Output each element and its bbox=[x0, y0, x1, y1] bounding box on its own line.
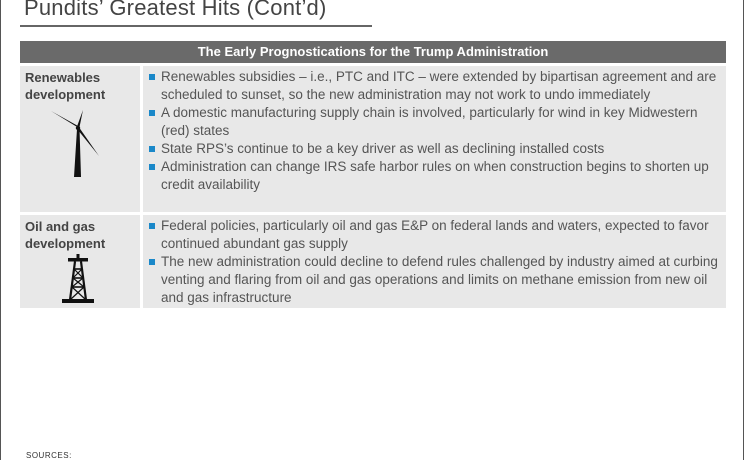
list-item: State RPS’s continue to be a key driver as well as declining installed costs bbox=[149, 140, 720, 158]
page-title: Pundits’ Greatest Hits (Cont’d) bbox=[24, 0, 327, 20]
table-row-oil-gas bbox=[20, 215, 726, 308]
bullet-square-icon bbox=[149, 74, 155, 80]
list-item: Renewables subsidies – i.e., PTC and ITC – were extended by bipartisan agreement and are scheduled to sunset, so the new administration may not work to undo immediately bbox=[149, 68, 720, 104]
title-underline bbox=[20, 25, 372, 27]
list-item: A domestic manufacturing supply chain is involved, particularly for wind in key Midwestern (red) states bbox=[149, 104, 720, 140]
oil-derrick-icon bbox=[62, 254, 94, 304]
slide-frame-left bbox=[0, 0, 1, 460]
sources-label: SOURCES: bbox=[26, 451, 72, 460]
row-label-cell bbox=[20, 66, 140, 212]
bullet-square-icon bbox=[149, 164, 155, 170]
list-item: Federal policies, particularly oil and gas E&P on federal lands and waters, expected to favor continued abundant gas supply bbox=[149, 217, 720, 253]
row-label-cell bbox=[20, 215, 140, 308]
bullet-list bbox=[143, 215, 726, 307]
row-label: Oil and gas development bbox=[25, 219, 106, 251]
bullet-square-icon bbox=[149, 110, 155, 116]
row-content-cell bbox=[143, 66, 726, 212]
table-header: The Early Prognostications for the Trump Administration bbox=[20, 41, 726, 63]
slide-frame-right bbox=[743, 0, 744, 460]
list-item: The new administration could decline to defend rules challenged by industry aimed at curbing venting and flaring from oil and gas operations and limits on methane emission from new oil and gas infrastructure bbox=[149, 253, 720, 307]
list-item: Administration can change IRS safe harbor rules on when construction begins to shorten up credit availability bbox=[149, 158, 720, 194]
table-row-renewables bbox=[20, 66, 726, 212]
bullet-list bbox=[143, 66, 726, 194]
bullet-square-icon bbox=[149, 223, 155, 229]
row-label: Renewables development bbox=[25, 70, 106, 102]
bullet-square-icon bbox=[149, 259, 155, 265]
wind-turbine-icon bbox=[50, 109, 104, 179]
row-content-cell bbox=[143, 215, 726, 308]
bullet-square-icon bbox=[149, 146, 155, 152]
